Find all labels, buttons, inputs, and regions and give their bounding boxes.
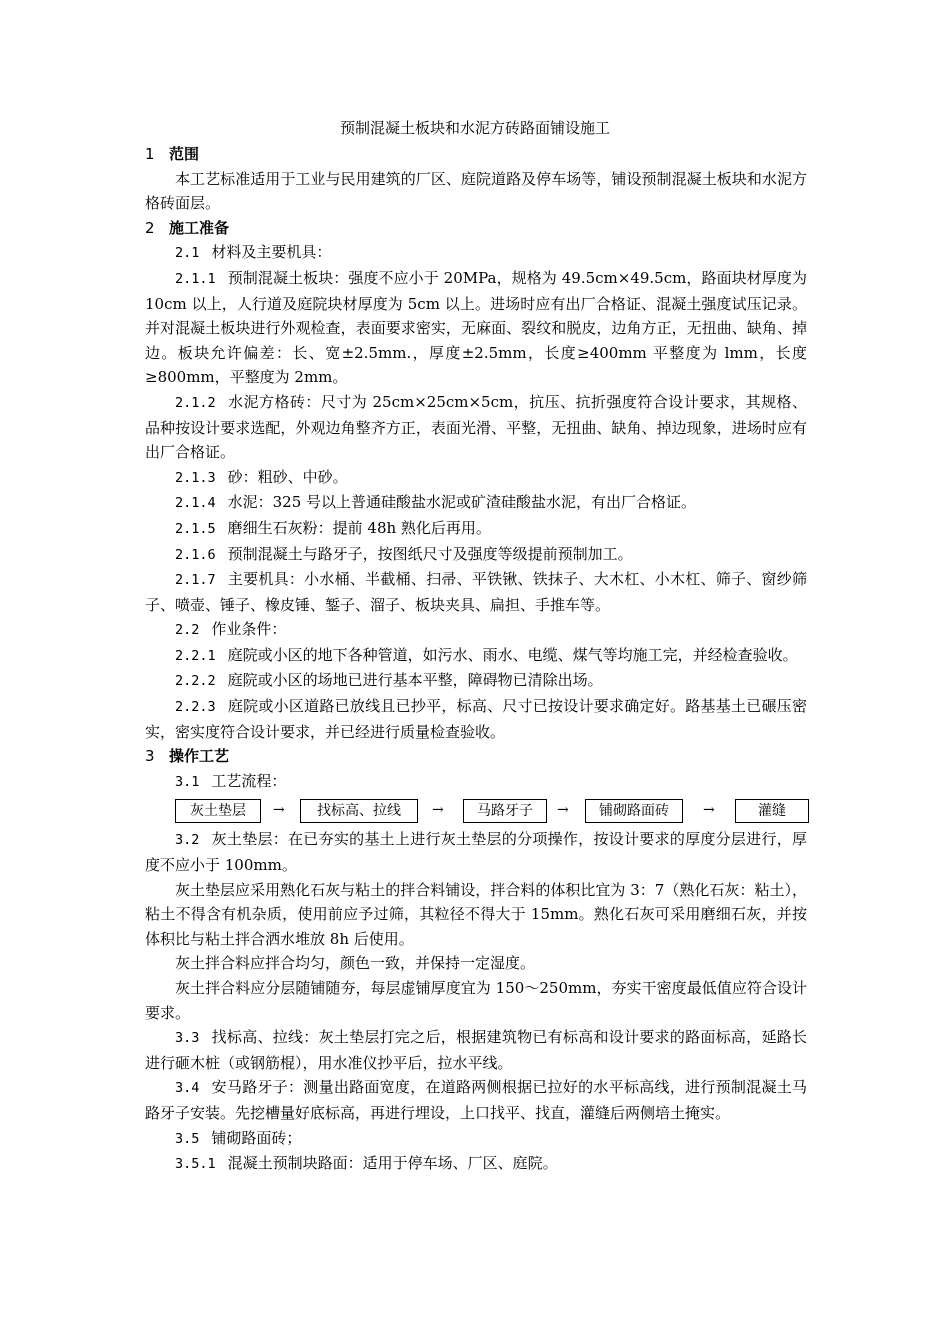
clause-text: 预制混凝土板块：强度不应小于 20MPa，规格为 49.5cm×49.5cm，路面块材厚度为 10cm 以上，人行道及庭院块材厚度为 5cm 以上。进场时应有出厂合格证、混凝土强度试压记录。并对混凝土板块进行外观检查，表面要求密实，无麻面、裂纹和脱皮，边角方正，无扭曲、缺角、掉边。板块允许偏差：长、宽±2.5mm.，厚度±2.5mm，长度≥400mm 平整度为 lmm，长度≥800mm，平整度为 2mm。	[145, 268, 807, 387]
clause-text: 砂：粗砂、中砂。	[227, 467, 348, 486]
flow-step-box: 灌缝	[735, 799, 809, 823]
clause-3-5	[145, 1126, 807, 1152]
flow-step-box: 铺砌路面砖	[585, 799, 683, 823]
flow-step-box: 找标高、拉线	[300, 799, 418, 823]
clause-number: 2.1.2	[175, 394, 216, 411]
clause-text: 预制混凝土与路牙子，按图纸尺寸及强度等级提前预制加工。	[227, 544, 633, 563]
process-flow-diagram	[145, 796, 807, 826]
section-2-heading	[145, 216, 807, 241]
clause-text: 主要机具：小水桶、半截桶、扫帚、平铁锹、铁抹子、大木杠、小木杠、筛子、窗纱筛子、喷壶、锤子、橡皮锤、錾子、溜子、板块夹具、扁担、手推车等。	[145, 570, 807, 614]
lime-soil-paragraph-2: 灰土拌合料应拌合均匀，颜色一致，并保持一定湿度。	[175, 954, 536, 973]
clause-2-1-5	[145, 516, 807, 542]
section-1-heading	[145, 142, 807, 167]
flow-arrow-icon: →	[432, 802, 444, 819]
clause-text: 水泥：325 号以上普通硅酸盐水泥或矿渣硅酸盐水泥，有出厂合格证。	[227, 493, 697, 512]
clause-2-1-1	[145, 266, 807, 390]
clause-number: 3.2	[175, 832, 200, 849]
clause-text: 作业条件：	[211, 620, 287, 639]
lime-soil-paragraph-1: 灰土垫层应采用熟化石灰与粘土的拌合料铺设，拌合料的体积比宜为 3：7（熟化石灰：粘土），粘土不得含有机杂质，使用前应予过筛，其粒径不得大于 15mm。熟化石灰可采用磨细石灰，并按体积比与粘土拌合洒水堆放 8h 后使用。	[145, 880, 807, 948]
document-body	[145, 142, 807, 1177]
clause-3-2	[145, 827, 807, 877]
clause-number: 2.2.3	[175, 699, 216, 716]
clause-number: 3.4	[175, 1080, 200, 1097]
clause-3-5-1	[145, 1151, 807, 1177]
clause-text: 混凝土预制块路面：适用于停车场、厂区、庭院。	[227, 1154, 558, 1173]
flow-arrow-icon: →	[273, 802, 285, 819]
section-3-heading	[145, 744, 807, 769]
clause-text: 水泥方格砖：尺寸为 25cm×25cm×5cm，抗压、抗折强度符合设计要求，其规格、品种按设计要求选配，外观边角整齐方正，表面光滑、平整，无扭曲、缺角、掉边现象，进场时应有出厂合格证。	[145, 392, 807, 462]
clause-number: 2.2.1	[175, 647, 216, 664]
document-title: 预制混凝土板块和水泥方砖路面铺设施工	[339, 119, 610, 137]
clause-number: 2.1.4	[175, 495, 216, 512]
lime-soil-paragraph-3: 灰土拌合料应分层随铺随夯，每层虚铺厚度宜为 150～250mm，夯实干密度最低值应符合设计要求。	[145, 979, 807, 1022]
section-title: 范围	[169, 145, 200, 163]
flow-step-box: 灰土垫层	[175, 799, 261, 823]
section-number: 3	[145, 747, 155, 766]
clause-2-2-2	[145, 668, 807, 694]
clause-text: 安马路牙子：测量出路面宽度，在道路两侧根据已拉好的水平标高线，进行预制混凝土马路牙子安装。先挖槽量好底标高，再进行埋设，上口找平、找直，灌缝后两侧培土掩实。	[145, 1078, 807, 1122]
clause-text: 铺砌路面砖；	[211, 1128, 302, 1147]
section-title: 操作工艺	[169, 747, 230, 766]
clause-number: 2.1.3	[175, 469, 216, 486]
clause-text: 灰土垫层：在已夯实的基土上进行灰土垫层的分项操作，按设计要求的厚度分层进行，厚度不应小于 100mm。	[145, 830, 807, 875]
clause-number: 3.1	[175, 773, 200, 790]
clause-text: 庭院或小区道路已放线且已抄平，标高、尺寸已按设计要求确定好。路基基土已碾压密实，密实度符合设计要求，并已经进行质量检查验收。	[145, 697, 807, 741]
clause-number: 3.3	[175, 1030, 200, 1047]
clause-2-1-3	[145, 465, 807, 491]
clause-number: 2.1.5	[175, 520, 216, 537]
clause-text: 材料及主要机具：	[211, 243, 332, 262]
clause-number: 3.5.1	[175, 1156, 216, 1173]
clause-2-1-7	[145, 567, 807, 617]
clause-number: 3.5	[175, 1130, 200, 1147]
flow-arrow-icon: →	[703, 802, 715, 819]
flow-step-box: 马路牙子	[463, 799, 547, 823]
section-number: 1	[145, 145, 155, 163]
clause-text: 庭院或小区的地下各种管道，如污水、雨水、电缆、煤气等均施工完，并经检查验收。	[227, 645, 798, 664]
clause-number: 2.1.6	[175, 546, 216, 563]
scope-paragraph: 本工艺标准适用于工业与民用建筑的厂区、庭院道路及停车场等，铺设预制混凝土板块和水泥方格砖面层。	[145, 169, 807, 213]
section-number: 2	[145, 218, 155, 237]
clause-3-3	[145, 1025, 807, 1075]
clause-number: 2.2	[175, 622, 200, 639]
clause-2-1-6	[145, 542, 807, 568]
clause-2-2-1	[145, 643, 807, 669]
clause-number: 2.1	[175, 245, 200, 262]
clause-text: 工艺流程：	[211, 771, 287, 790]
clause-3-4	[145, 1075, 807, 1125]
clause-number: 2.1.1	[175, 270, 216, 287]
clause-2-2-3	[145, 694, 807, 744]
clause-2-1	[145, 240, 807, 266]
clause-text: 庭院或小区的场地已进行基本平整，障碍物已清除出场。	[227, 671, 603, 690]
flow-arrow-icon: →	[557, 802, 569, 819]
clause-number: 2.1.7	[175, 572, 216, 589]
clause-number: 2.2.2	[175, 673, 216, 690]
clause-3-1	[145, 769, 807, 795]
clause-2-1-2	[145, 390, 807, 465]
clause-text: 找标高、拉线：灰土垫层打完之后，根据建筑物已有标高和设计要求的路面标高，延路长进行砸木桩（或钢筋棍），用水准仪抄平后，拉水平线。	[145, 1028, 807, 1072]
clause-2-2	[145, 617, 807, 643]
section-title: 施工准备	[169, 218, 230, 237]
clause-2-1-4	[145, 490, 807, 516]
clause-text: 磨细生石灰粉：提前 48h 熟化后再用。	[227, 518, 491, 537]
